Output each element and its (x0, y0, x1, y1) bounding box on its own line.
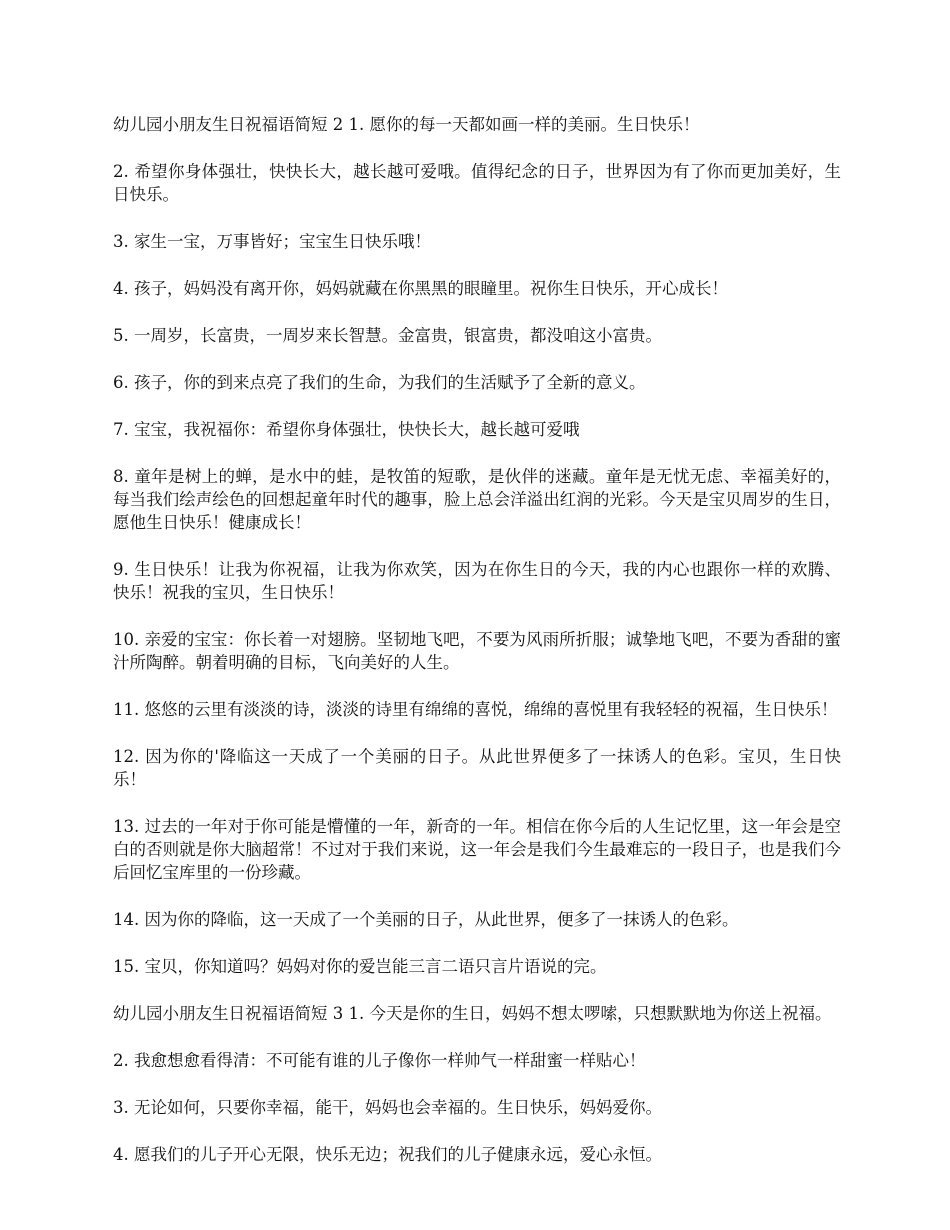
paragraph-section-3-item-2: 2. 我愈想愈看得清：不可能有谁的儿子像你一样帅气一样甜蜜一样贴心！ (113, 1051, 646, 1070)
paragraph-section-3-item-3: 3. 无论如何，只要你幸福，能干，妈妈也会幸福的。生日快乐，妈妈爱你。 (113, 1098, 662, 1117)
paragraph-section-2-item-1: 幼儿园小朋友生日祝福语简短 2 1. 愿你的每一天都如画一样的美丽。生日快乐！ (113, 115, 700, 134)
paragraph-item-10: 10. 亲爱的宝宝：你长着一对翅膀。坚韧地飞吧，不要为风雨所折服；诚挚地飞吧，不要为香甜的蜜汁所陶醉。朝着明确的目标，飞向美好的人生。 (113, 630, 841, 672)
paragraph-item-9: 9. 生日快乐！让我为你祝福，让我为你欢笑，因为在你生日的今天，我的内心也跟你一样的欢腾、快乐！祝我的宝贝，生日快乐！ (113, 560, 841, 602)
paragraph-item-14: 14. 因为你的降临，这一天成了一个美丽的日子，从此世界，便多了一抹诱人的色彩。 (113, 910, 739, 929)
paragraph-item-12: 12. 因为你的'降临这一天成了一个美丽的日子。从此世界便多了一抹诱人的色彩。宝贝，生日快乐！ (113, 747, 841, 789)
paragraph-section-3-item-1: 幼儿园小朋友生日祝福语简短 3 1. 今天是你的生日，妈妈不想太啰嗦，只想默默地为你送上祝福。 (113, 1004, 832, 1023)
paragraph-item-15: 15. 宝贝，你知道吗？妈妈对你的爱岂能三言二语只言片语说的完。 (113, 957, 607, 976)
paragraph-item-8: 8. 童年是树上的蝉，是水中的蛙，是牧笛的短歌，是伙伴的迷藏。童年是无忧无虑、幸福美好的，每当我们绘声绘色的回想起童年时代的趣事，脸上总会洋溢出红润的光彩。今天是宝贝周岁的生日，愿他生日快乐！健康成长！ (113, 467, 841, 532)
paragraph-item-5: 5. 一周岁，长富贵，一周岁来长智慧。金富贵，银富贵，都没咱这小富贵。 (113, 326, 662, 345)
paragraph-item-3: 3. 家生一宝，万事皆好；宝宝生日快乐哦！ (113, 232, 431, 251)
paragraph-item-2: 2. 希望你身体强壮，快快长大，越长越可爱哦。值得纪念的日子，世界因为有了你而更加美好，生日快乐。 (113, 162, 841, 204)
paragraph-item-11: 11. 悠悠的云里有淡淡的诗，淡淡的诗里有绵绵的喜悦，绵绵的喜悦里有我轻轻的祝福，生日快乐！ (113, 700, 838, 719)
paragraph-section-3-item-4: 4. 愿我们的儿子开心无限，快乐无边；祝我们的儿子健康永远，爱心永恒。 (113, 1145, 662, 1164)
paragraph-item-13: 13. 过去的一年对于你可能是懵懂的一年，新奇的一年。相信在你今后的人生记忆里，这一年会是空白的否则就是你大脑超常！不过对于我们来说，这一年会是我们今生最难忘的一段日子，也是我们今后回忆宝库里的一份珍藏。 (113, 817, 841, 882)
paragraph-item-4: 4. 孩子，妈妈没有离开你，妈妈就藏在你黑黑的眼瞳里。祝你生日快乐，开心成长！ (113, 279, 728, 298)
paragraph-item-6: 6. 孩子，你的到来点亮了我们的生命，为我们的生活赋予了全新的意义。 (113, 373, 646, 392)
paragraph-item-7: 7. 宝宝，我祝福你：希望你身体强壮，快快长大，越长越可爱哦 (113, 420, 580, 439)
document-page (113, 113, 841, 1190)
